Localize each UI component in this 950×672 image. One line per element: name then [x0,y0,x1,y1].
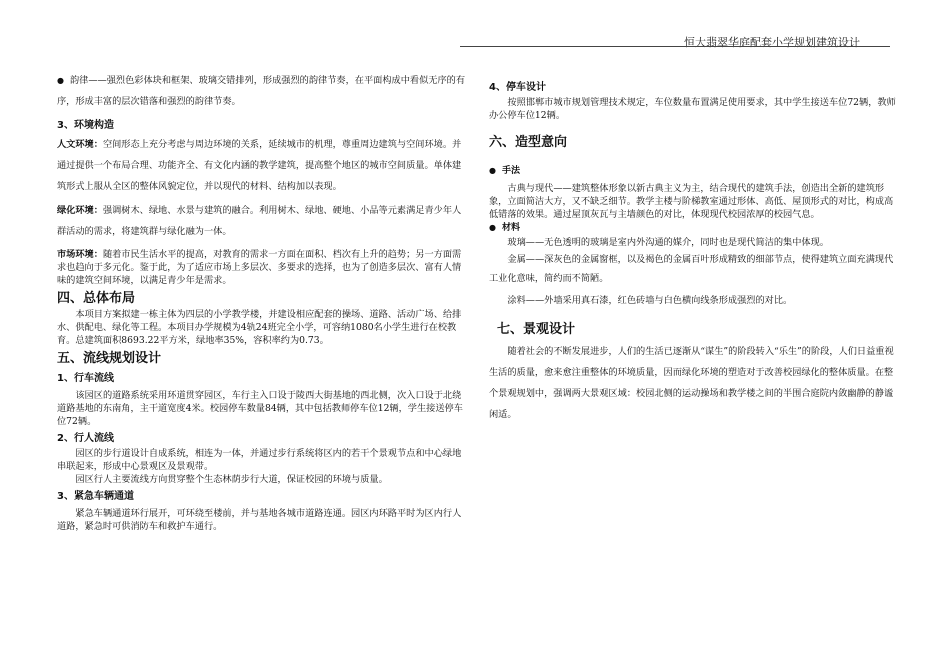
flow-heading: 五、流线规划设计 [57,351,162,366]
emergency-heading: 3、紧急车辆通道 [57,491,134,502]
parking-paragraph: 按照邯郸市城市规划管理技术规定，车位数量布置满足使用要求，其中学生接送车位72辆，教师办公停车位12辆。 [489,97,896,121]
glass-paragraph: 玻璃——无色透明的玻璃是室内外沟通的媒介，同时也是现代简洁的集中体现。 [507,237,829,248]
green-text: 强调树木、绿地、水景与建筑的融合。利用树木、绿地、硬地、小品等元素满足青少年人群活动的需求，将建筑群与绿化融为一体。 [57,205,462,237]
rhythm-text: 韵律——强烈色彩体块和框架、玻璃交错排列，形成强烈的韵律节奏，在平面构成中看似无序的有序，形成丰富的层次错落和强烈的韵律节奏。 [57,75,466,107]
humanities-paragraph [57,134,470,197]
market-paragraph [57,248,470,287]
paint-paragraph: 涂料——外墙采用真石漆，红色砖墙与白色横向线条形成强烈的对比。 [507,295,793,306]
material-heading [489,221,898,235]
landscape-heading: 七、景观设计 [497,322,576,337]
left-column [57,70,470,533]
rhythm-paragraph [57,70,470,112]
pedestrian-paragraph-1: 园区的步行道设计自成系统，相连为一体，并通过步行系统将区内的若干个景观节点和中心绿地串联起来，形成中心景观区及景观带。 [57,448,462,472]
layout-heading: 四、总体布局 [57,291,136,306]
pedestrian-heading: 2、行人流线 [57,433,114,444]
right-column [489,80,898,425]
technique-paragraph: 古典与现代——建筑整体形象以新古典主义为主，结合现代的建筑手法，创造出全新的建筑形象，立面简洁大方，又不缺乏细节。教学主楼与阶梯教室通过形体、高低、屋顶形式的对比，构成高低错落的效果。通过屋顶灰瓦与主墙颜色的对比，体现现代校园浓厚的校园气息。 [489,183,894,220]
form-heading: 六、造型意向 [489,135,568,150]
env-heading: 3、环境构造 [57,120,114,131]
market-text: 随着市民生活水平的提高，对教育的需求一方面在面积、档次有上升的趋势；另一方面需求也趋向于多元化。鉴于此，为了适应市场上多层次、多要求的选择，也为了创造多层次、富有人情味的建筑空间环境，以满足青少年是需求。 [57,249,462,286]
humanities-text: 空间形态上充分考虑与周边环境的关系，延续城市的机理，尊重周边建筑与空间环境。并通过提供一个布局合理、功能齐全、有文化内涵的教学建筑，提高整个地区的城市空间质量。单体建筑形式上服从全区的整体风貌定位，并以现代的材料、结构加以表现。 [57,139,462,192]
bullet-icon: ● [489,166,496,175]
landscape-paragraph: 随着社会的不断发展进步，人们的生活已逐渐从“谋生”的阶段转入“乐生”的阶段，人们日益重视生活的质量，愈来愈注重整体的环境质量，因而绿化环境的塑造对于改善校园绿化的整体质量。在整个景观规划中，强调两大景观区域：校园北侧的运动操场和教学楼之间的半围合庭院内敛幽静的静谧闲适。 [489,346,894,420]
bullet-icon: ● [489,223,496,232]
metal-paragraph: 金属——深灰色的金属窗框，以及褐色的金属百叶形成精致的细部节点，使得建筑立面充满现代工业化意味，简约而不简陋。 [489,254,894,284]
bullet-icon: ● [57,76,64,85]
technique-heading [489,164,898,178]
green-paragraph [57,200,470,242]
header-title: 恒大翡翠华庭配套小学规划建筑设计 [684,36,860,49]
parking-heading: 4、停车设计 [489,82,546,93]
emergency-paragraph: 紧急车辆通道环行展开，可环绕至楼前，并与基地各城市道路连通。园区内环路平时为区内行人道路，紧急时可供消防车和救护车通行。 [57,508,462,532]
humanities-label: 人文环境： [57,139,103,150]
traffic-heading: 1、行车流线 [57,373,114,384]
technique-label: 手法 [501,166,520,176]
pedestrian-paragraph-2: 园区行人主要流线方向贯穿整个生态林荫步行大道，保证校园的环境与质量。 [75,474,388,485]
traffic-paragraph: 该园区的道路系统采用环道贯穿园区，车行主入口设于陵西大街基地的西北侧，次入口设于北绕道路基地的东南角，主干道宽度4米。校园停车数量84辆，其中包括教师停车位12辆，学生接送停车位72辆。 [57,390,463,427]
green-label: 绿化环境： [57,205,103,216]
market-label: 市场环境： [57,249,103,260]
header-rule [460,46,890,47]
layout-paragraph: 本项目方案拟建一栋主体为四层的小学教学楼，并建设相应配套的操场、道路、活动广场、给排水、供配电、绿化等工程。本项目办学规模为4轨24班完全小学，可容纳1080名小学生进行在校教育。总建筑面积8693.22平方米，绿地率35%，容积率约为0.73。 [57,309,462,346]
material-label: 材料 [501,223,520,233]
